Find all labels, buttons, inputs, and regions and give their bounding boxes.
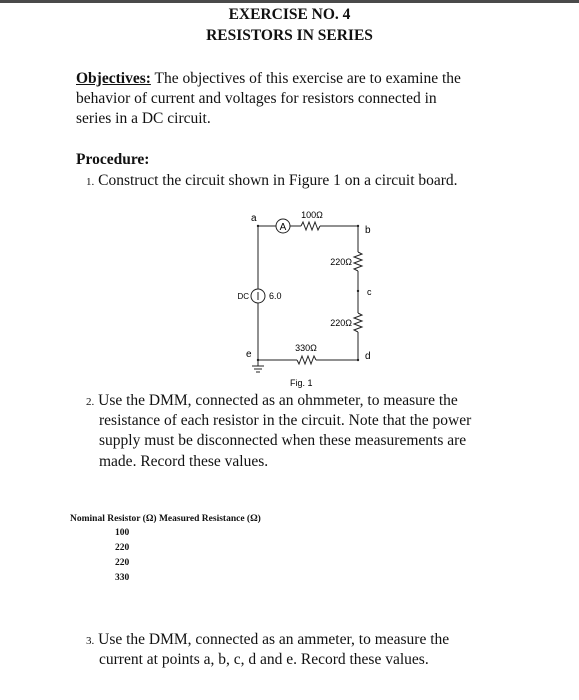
objectives-line-3: series in a DC circuit. (76, 110, 211, 127)
step-2-number: 2. (86, 396, 95, 408)
table-row-2: 220 (115, 543, 130, 553)
resistor-right-1-label: 220Ω (330, 257, 352, 267)
ammeter-label: A (279, 222, 287, 233)
step-3-number: 3. (86, 635, 95, 647)
table-row-3: 220 (115, 558, 130, 568)
objectives-label: Objectives: (76, 70, 151, 87)
step-2-line-2: resistance of each resistor in the circuit. Note that the power (99, 412, 472, 429)
node-a-label: a (251, 213, 257, 224)
source-type-label: DC (237, 292, 249, 301)
step-3-text-1: Use the DMM, connected as an ammeter, to measure the (98, 631, 450, 648)
procedure-heading: Procedure: (76, 151, 150, 168)
objectives-text-1: The objectives of this exercise are to examine the (150, 70, 461, 87)
node-c-label: c (367, 287, 372, 297)
exercise-title: EXERCISE NO. 4 (228, 6, 351, 23)
step-2-text-1: Use the DMM, connected as an ohmmeter, to measure the (98, 392, 458, 409)
resistor-top-label: 100Ω (301, 210, 323, 220)
step-1-number: 1. (86, 176, 95, 188)
table-header: Nominal Resistor (Ω) Measured Resistance (Ω) (70, 514, 261, 524)
figure-caption: Fig. 1 (290, 378, 313, 388)
resistor-bottom (297, 356, 316, 364)
node-e-label: e (246, 349, 252, 360)
resistor-top (301, 222, 320, 230)
table-row-1: 100 (115, 528, 130, 538)
step-2-line-4: made. Record these values. (99, 453, 269, 470)
resistor-right-2 (354, 313, 362, 332)
step-3-line-1 (86, 630, 449, 651)
source-value-label: 6.0 (269, 291, 282, 301)
node-b-label: b (365, 225, 371, 236)
resistor-bottom-label: 330Ω (295, 343, 317, 353)
exercise-subtitle: RESISTORS IN SERIES (206, 27, 373, 44)
step-2-line-1 (86, 391, 458, 412)
resistor-right-1 (354, 252, 362, 271)
step-3-line-2: current at points a, b, c, d and e. Record these values. (99, 651, 429, 668)
resistor-right-2-label: 220Ω (330, 318, 352, 328)
table-row-4: 330 (115, 573, 130, 583)
step-2-line-3: supply must be disconnected when these measurements are (99, 432, 467, 449)
node-d-label: d (365, 351, 371, 362)
step-1-text: Construct the circuit shown in Figure 1 on a circuit board. (98, 172, 458, 189)
objectives-line-2: behavior of current and voltages for resistors connected in (76, 90, 437, 107)
